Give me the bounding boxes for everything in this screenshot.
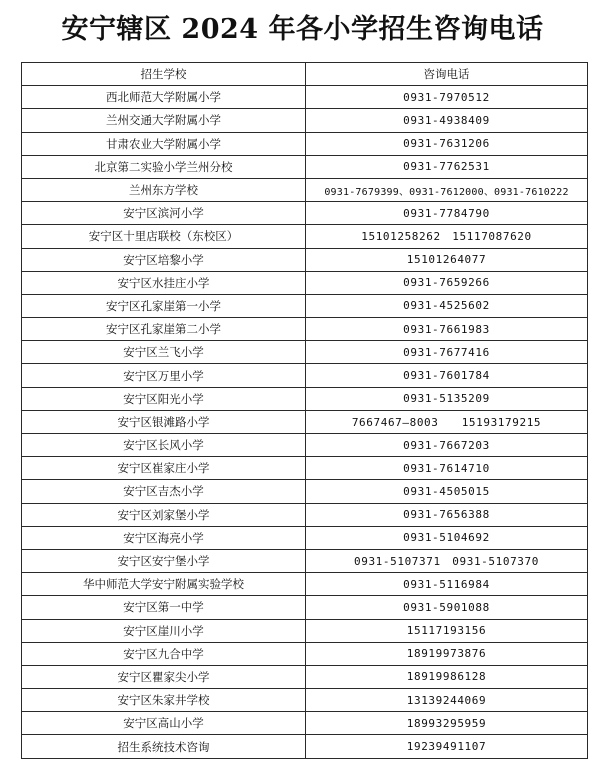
table-row: [22, 364, 588, 387]
phone-cell: 13139244069: [306, 689, 588, 712]
school-cell: 兰州东方学校: [22, 178, 306, 201]
school-cell: 华中师范大学安宁附属实验学校: [22, 573, 306, 596]
table-row: [22, 712, 588, 735]
school-cell: 安宁区刘家堡小学: [22, 503, 306, 526]
school-cell: 安宁区安宁堡小学: [22, 549, 306, 572]
table-row: [22, 225, 588, 248]
phone-cell: 0931-5107371 0931-5107370: [306, 549, 588, 572]
table-row: [22, 202, 588, 225]
table-row: [22, 642, 588, 665]
table-row: [22, 503, 588, 526]
phone-cell: 18919973876: [306, 642, 588, 665]
table-row: [22, 271, 588, 294]
phone-cell: 15101258262 15117087620: [306, 225, 588, 248]
school-cell: 安宁区培黎小学: [22, 248, 306, 271]
phone-cell: 18993295959: [306, 712, 588, 735]
column-header-phone: 咨询电话: [306, 63, 588, 86]
page-title: 安宁辖区 2024 年各小学招生咨询电话: [61, 14, 544, 45]
table-row: [22, 155, 588, 178]
phone-cell: 15117193156: [306, 619, 588, 642]
phone-cell: 0931-5116984: [306, 573, 588, 596]
table-row: [22, 341, 588, 364]
phone-cell: 0931-4938409: [306, 109, 588, 132]
school-cell: 安宁区兰飞小学: [22, 341, 306, 364]
school-cell: 安宁区第一中学: [22, 596, 306, 619]
school-cell: 招生系统技术咨询: [22, 735, 306, 758]
school-cell: 安宁区十里店联校（东校区）: [22, 225, 306, 248]
school-cell: 安宁区吉杰小学: [22, 480, 306, 503]
phone-cell: 0931-7667203: [306, 434, 588, 457]
phone-cell: 0931-7659266: [306, 271, 588, 294]
phone-cell: 0931-7784790: [306, 202, 588, 225]
phone-cell: 0931-7614710: [306, 457, 588, 480]
phone-cell: 19239491107: [306, 735, 588, 758]
table-row: [22, 619, 588, 642]
phone-cell: 0931-5901088: [306, 596, 588, 619]
school-cell: 安宁区长风小学: [22, 434, 306, 457]
table-row: [22, 549, 588, 572]
school-cell: 安宁区高山小学: [22, 712, 306, 735]
school-cell: 安宁区银滩路小学: [22, 410, 306, 433]
contact-table: [21, 62, 588, 759]
table-row: [22, 735, 588, 758]
phone-cell: 18919986128: [306, 665, 588, 688]
school-cell: 安宁区孔家崖第一小学: [22, 294, 306, 317]
school-cell: 西北师范大学附属小学: [22, 86, 306, 109]
school-cell: 安宁区滨河小学: [22, 202, 306, 225]
table-row: [22, 410, 588, 433]
table-row: [22, 294, 588, 317]
school-cell: 安宁区万里小学: [22, 364, 306, 387]
column-header-school: 招生学校: [22, 63, 306, 86]
school-cell: 安宁区九合中学: [22, 642, 306, 665]
phone-cell: 0931-7601784: [306, 364, 588, 387]
school-cell: 安宁区崔家庄小学: [22, 457, 306, 480]
table-row: [22, 526, 588, 549]
phone-cell: 0931-7679399、0931-7612000、0931-7610222: [306, 178, 588, 201]
school-cell: 安宁区朱家井学校: [22, 689, 306, 712]
table-row: [22, 318, 588, 341]
school-cell: 安宁区瞿家尖小学: [22, 665, 306, 688]
school-cell: 安宁区崖川小学: [22, 619, 306, 642]
table-row: [22, 689, 588, 712]
phone-cell: 0931-4505015: [306, 480, 588, 503]
school-cell: 安宁区海亮小学: [22, 526, 306, 549]
phone-cell: 0931-7656388: [306, 503, 588, 526]
table-row: [22, 457, 588, 480]
phone-cell: 0931-5104692: [306, 526, 588, 549]
school-cell: 兰州交通大学附属小学: [22, 109, 306, 132]
table-row: [22, 480, 588, 503]
table-row: [22, 665, 588, 688]
table-row: [22, 132, 588, 155]
school-cell: 甘肃农业大学附属小学: [22, 132, 306, 155]
phone-cell: 0931-7762531: [306, 155, 588, 178]
table-row: [22, 573, 588, 596]
table-row: [22, 86, 588, 109]
phone-cell: 15101264077: [306, 248, 588, 271]
table-row: [22, 434, 588, 457]
phone-cell: 0931-5135209: [306, 387, 588, 410]
phone-cell: 0931-7677416: [306, 341, 588, 364]
school-cell: 北京第二实验小学兰州分校: [22, 155, 306, 178]
school-cell: 安宁区阳光小学: [22, 387, 306, 410]
phone-cell: 7667467—8003 15193179215: [306, 410, 588, 433]
table-row: [22, 109, 588, 132]
table-row: [22, 178, 588, 201]
school-cell: 安宁区孔家崖第二小学: [22, 318, 306, 341]
table-row: [22, 248, 588, 271]
school-cell: 安宁区水挂庄小学: [22, 271, 306, 294]
phone-cell: 0931-7970512: [306, 86, 588, 109]
phone-cell: 0931-7661983: [306, 318, 588, 341]
phone-cell: 0931-7631206: [306, 132, 588, 155]
table-row: [22, 596, 588, 619]
table-header-row: [22, 63, 588, 86]
phone-cell: 0931-4525602: [306, 294, 588, 317]
table-row: [22, 387, 588, 410]
